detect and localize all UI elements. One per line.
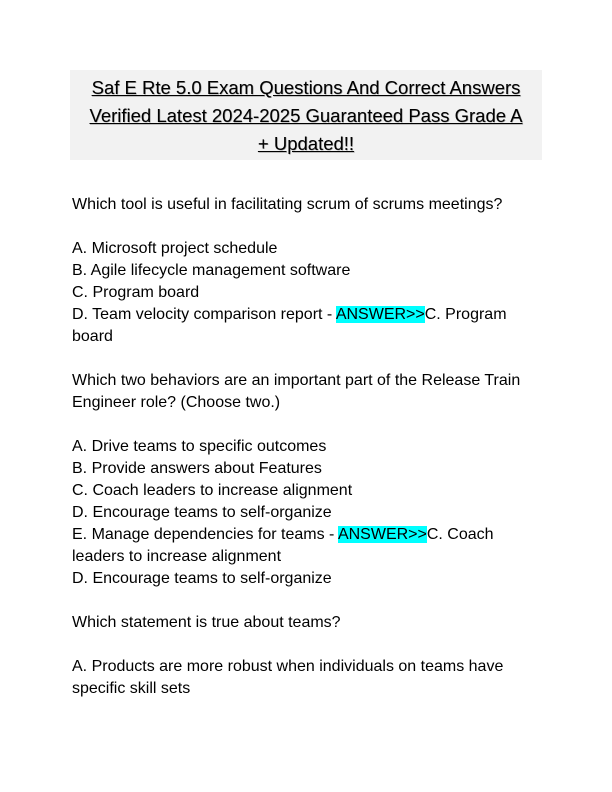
document-title [70, 74, 542, 158]
document-body [72, 194, 547, 700]
option: B. Agile lifecycle management software [72, 262, 351, 279]
option: A. Products are more robust when individuals on teams have [72, 658, 504, 675]
option-with-answer [72, 524, 547, 546]
title-line: Verified Latest 2024-2025 Guaranteed Pass Grade A [89, 105, 523, 126]
option: A. Microsoft project schedule [72, 240, 278, 257]
option: C. Program board [72, 284, 200, 301]
answer-marker: ANSWER>> [335, 306, 425, 323]
option: A. Drive teams to specific outcomes [72, 438, 327, 455]
option: E. Manage dependencies for teams - [72, 526, 338, 543]
question-text: Engineer role? (Choose two.) [72, 394, 281, 411]
question-text: Which two behaviors are an important part of the Release Train [72, 372, 521, 389]
answer-text: C. Coach [426, 526, 494, 543]
option: specific skill sets [72, 680, 191, 697]
title-line: + Updated!! [257, 133, 355, 154]
option: D. Team velocity comparison report - [72, 306, 336, 323]
title-line: Saf E Rte 5.0 Exam Questions And Correct Answers [91, 77, 521, 98]
option: B. Provide answers about Features [72, 460, 322, 477]
answer-text: board [72, 328, 113, 345]
option: D. Encourage teams to self-organize [72, 504, 332, 521]
question-text: Which statement is true about teams? [72, 614, 341, 631]
answer-marker: ANSWER>> [337, 526, 427, 543]
answer-text: D. Encourage teams to self-organize [72, 570, 332, 587]
option: C. Coach leaders to increase alignment [72, 482, 353, 499]
option-with-answer [72, 304, 547, 326]
answer-text: C. Program [424, 306, 507, 323]
answer-text: leaders to increase alignment [72, 548, 282, 565]
question-text: Which tool is useful in facilitating scrum of scrums meetings? [72, 196, 503, 213]
